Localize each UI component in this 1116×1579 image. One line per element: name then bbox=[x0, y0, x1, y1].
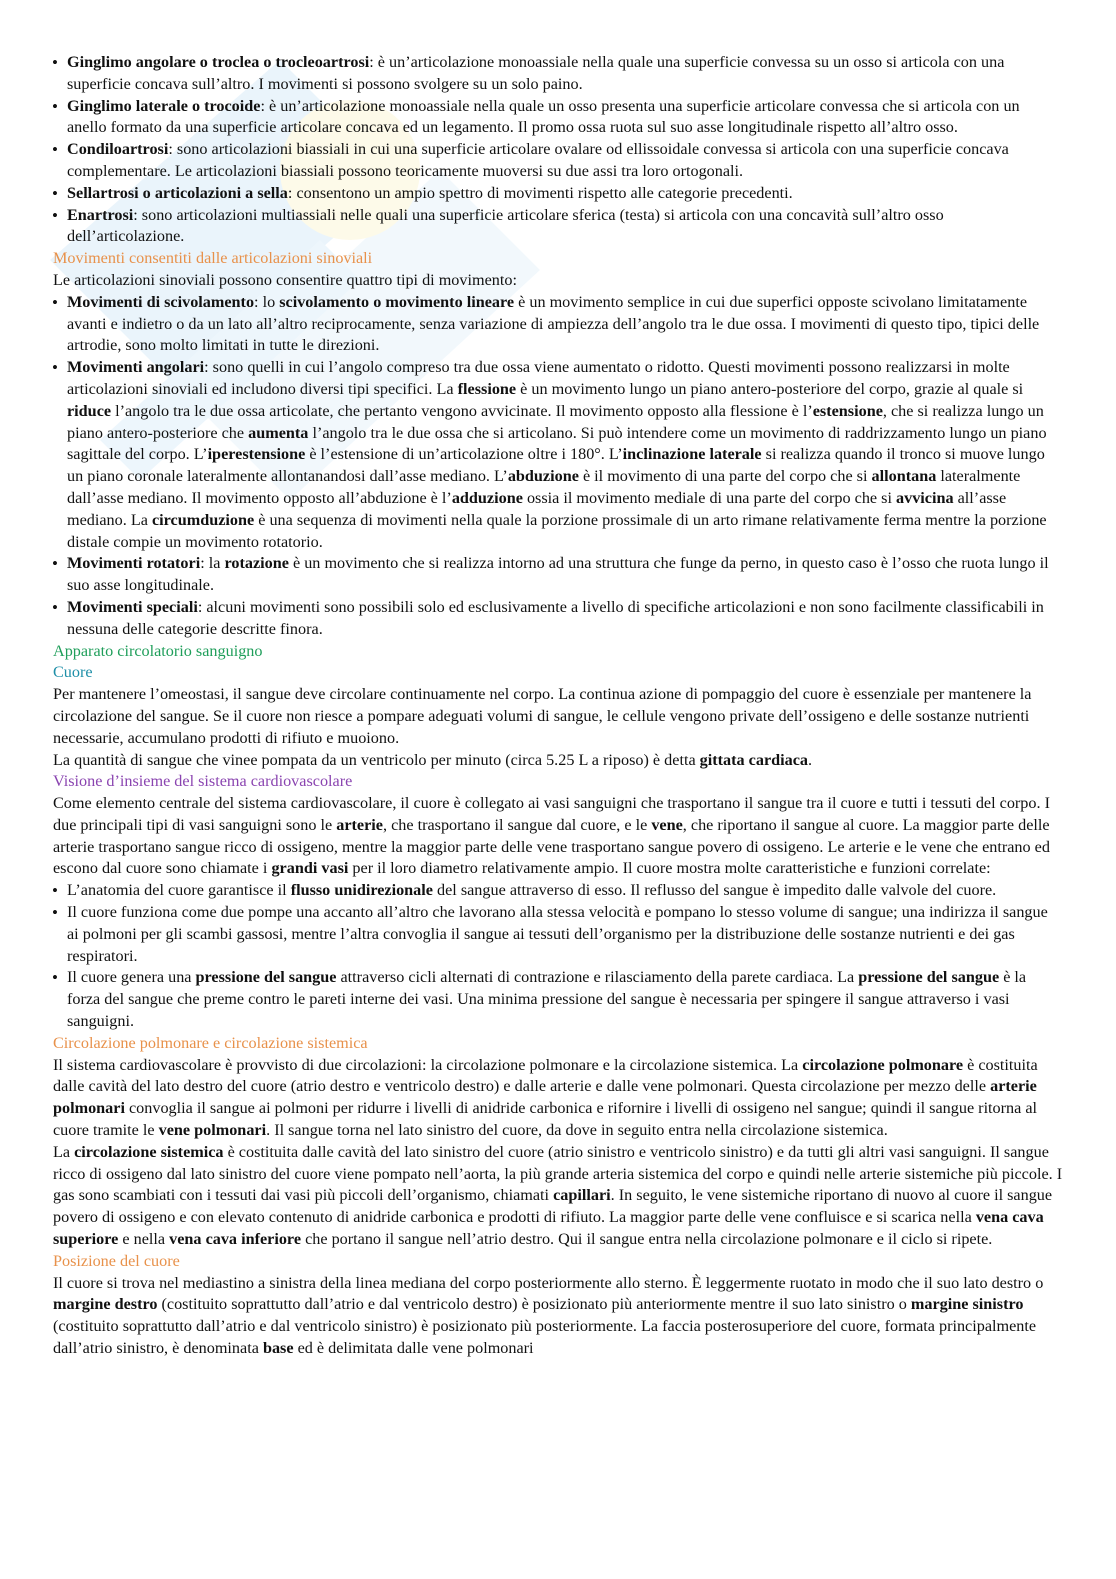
list-item: • Sellartrosi o articolazioni a sella: consentono un ampio spettro di movimenti rispetto alle categorie precedenti. bbox=[53, 183, 1063, 205]
section-heading-movimenti: Movimenti consentiti dalle articolazioni sinoviali bbox=[53, 249, 373, 268]
list-item: • Il cuore genera una pressione del sangue attraverso cicli alternati di contrazione e rilasciamento della parete cardiaca. La pressione del sangue è la forza del sangue che preme contro le pareti interne dei vasi. Una minima pressione del sangue è necessaria per spingere il sangue attraverso i vasi sanguigni. bbox=[53, 967, 1063, 1032]
paragraph: Le articolazioni sinoviali possono consentire quattro tipi di movimento: bbox=[53, 270, 517, 289]
paragraph: Per mantenere l’omeostasi, il sangue deve circolare continuamente nel corpo. La continua azione di pompaggio del cuore è essenziale per mantenere la circolazione del sangue. Se il cuore non riesce a pompare adeguati volumi di sangue, le cellule vengono private dell’ossigeno e delle sostanze nutrienti necessarie, accumulano prodotti di rifiuto e muoiono. bbox=[53, 685, 1032, 747]
section-heading-posizione: Posizione del cuore bbox=[53, 1251, 180, 1270]
list-item: • Movimenti speciali: alcuni movimenti sono possibili solo ed esclusivamente a livello di specifiche articolazioni e non sono facilmente classificabili in nessuna delle categorie descritte finora. bbox=[53, 597, 1063, 641]
list-item: • Il cuore funziona come due pompe una accanto all’altro che lavorano alla stessa velocità e pompano lo stesso volume di sangue; una indirizza il sangue ai polmoni per gli scambi gassosi, mentre l’altra convoglia il sangue ai tessuti dell’organismo per la distribuzione delle sostanze nutrienti e dei gas respiratori. bbox=[53, 902, 1063, 967]
paragraph: La quantità di sangue che vinee pompata da un ventricolo per minuto (circa 5.25 L a riposo) è detta gittata cardiaca. bbox=[53, 750, 813, 769]
list-item: • Enartrosi: sono articolazioni multiassiali nelle quali una superficie articolare sferica (testa) si articola con una concavità sull’altro osso dell’articolazione. bbox=[53, 205, 1063, 249]
section-heading-cuore: Cuore bbox=[53, 663, 93, 682]
paragraph: Il cuore si trova nel mediastino a sinistra della linea mediana del corpo posteriormente allo sterno. È leggermente ruotato in modo che il suo lato destro o margine destro (costituito soprattutto dall’atrio e dal ventricolo destro) è posizionato più anteriormente mentre il suo lato sinistro o margine sinistro (costituito soprattutto dall’atrio e dal ventricolo sinistro) è posizionato più posteriormente. La faccia posterosuperiore del cuore, formata principalmente dall’atrio sinistro, è denominata base ed è delimitata dalle vene polmonari bbox=[53, 1273, 1044, 1358]
section-heading-visione: Visione d’insieme del sistema cardiovascolare bbox=[53, 772, 353, 791]
paragraph: La circolazione sistemica è costituita dalle cavità del lato sinistro del cuore (atrio sinistro e ventricolo sinistro) e da tutti gli altri vasi sanguigni. Il sangue ricco di ossigeno dal lato sinistro del cuore viene pompato nell’aorta, la più grande arteria sistemica del corpo e quindi nelle arterie sistemiche più piccole. I gas sono scambiati con i tessuti dai vasi più piccoli dell’organismo, chiamati capillari. In seguito, le vene sistemiche riportano di nuovo al cuore il sangue povero di ossigeno e con elevato contenuto di anidride carbonica e prodotti di rifiuto. La maggior parte delle vene confluisce e si scarica nella vena cava superiore e nella vena cava inferiore che portano il sangue nell’atrio destro. Qui il sangue entra nella circolazione polmonare e il ciclo si ripete. bbox=[53, 1142, 1063, 1249]
list-item: • L’anatomia del cuore garantisce il flusso unidirezionale del sangue attraverso di esso. Il reflusso del sangue è impedito dalle valvole del cuore. bbox=[53, 880, 1063, 902]
articolazioni-list bbox=[53, 52, 1063, 248]
list-item: • Ginglimo laterale o trocoide: è un’articolazione monoassiale nella quale un osso presenta una superficie articolare convessa che si articola con un anello formato da una superficie articolare concava ed un legamento. Il promo ossa ruota sul suo asse longitudinale rispetto all’altro osso. bbox=[53, 96, 1063, 140]
paragraph: Come elemento centrale del sistema cardiovascolare, il cuore è collegato ai vasi sanguigni che trasportano il sangue tra il cuore e tutti i tessuti del corpo. I due principali tipi di vasi sanguigni sono le arterie, che trasportano il sangue dal cuore, e le vene, che riportano il sangue al cuore. La maggior parte delle arterie trasportano sangue ricco di ossigeno, mentre la maggior parte delle vene trasportano sangue povero di ossigeno. Le arterie e le vene che entrano ed escono dal cuore sono chiamate i grandi vasi per il loro diametro relativamente ampio. Il cuore mostra molte caratteristiche e funzioni correlate: bbox=[53, 794, 1050, 878]
list-item: • Condiloartrosi: sono articolazioni biassiali in cui una superficie articolare ovalare od ellissoidale convessa si articola con una superficie concava complementare. Le articolazioni biassiali possono teoricamente muoversi su due assi tra loro ortogonali. bbox=[53, 139, 1063, 183]
section-heading-apparato: Apparato circolatorio sanguigno bbox=[53, 641, 263, 660]
list-item: • Movimenti di scivolamento: lo scivolamento o movimento lineare è un movimento semplice in cui due superfici opposte scivolano limitatamente avanti e indietro o da un lato all’altro reciprocamente, senza variazione di ampiezza dell’angolo tra le due ossa. I movimenti di questo tipo, tipici delle artrodie, sono molto limitati in tutte le direzioni. bbox=[53, 292, 1063, 357]
list-item: • Ginglimo angolare o troclea o trocleoartrosi: è un’articolazione monoassiale nella quale una superficie convessa su un osso si articola con una superficie concava sull’altro. I movimenti si possono svolgere su un solo paino. bbox=[53, 52, 1063, 96]
document-page bbox=[53, 52, 1063, 1360]
paragraph: Il sistema cardiovascolare è provvisto di due circolazioni: la circolazione polmonare e la circolazione sistemica. La circolazione polmonare è costituita dalle cavità del lato destro del cuore (atrio destro e ventricolo destro) e dalle arterie e dalle vene polmonari. Questa circolazione per mezzo delle arterie polmonari convoglia il sangue ai polmoni per ridurre i livelli di anidride carbonica e rifornire i livelli di ossigeno nel sangue; quindi il sangue ritorna al cuore tramite le vene polmonari. Il sangue torna nel lato sinistro del cuore, da dove in seguito entra nella circolazione sistemica. bbox=[53, 1055, 1038, 1140]
cuore-features-list bbox=[53, 880, 1063, 1033]
list-item: • Movimenti angolari: sono quelli in cui l’angolo compreso tra due ossa viene aumentato o ridotto. Questi movimenti possono realizzarsi in molte articolazioni sinoviali ed includono diversi tipi specifici. La flessione è un movimento lungo un piano antero-posteriore del corpo, grazie al quale si riduce l’angolo tra le due ossa articolate, che pertanto vengono avvicinate. Il movimento opposto alla flessione è l’estensione, che si realizza lungo un piano antero-posteriore che aumenta l’angolo tra le due ossa che si articolano. Si può intendere come un movimento di raddrizzamento lungo un piano sagittale del corpo. L’iperestensione è l’estensione di un’articolazione oltre i 180°. L’inclinazione laterale si realizza quando il tronco si muove lungo un piano coronale lateralmente allontanandosi dall’asse mediano. L’abduzione è il movimento di una parte del corpo che si allontana lateralmente dall’asse mediano. Il movimento opposto all’abduzione è l’adduzione ossia il movimento mediale di una parte del corpo che si avvicina all’asse mediano. La circumduzione è una sequenza di movimenti nella quale la porzione prossimale di un arto rimane relativamente ferma mentre la porzione distale compie un movimento rotatorio. bbox=[53, 357, 1063, 553]
movimenti-list bbox=[53, 292, 1063, 641]
list-item: • Movimenti rotatori: la rotazione è un movimento che si realizza intorno ad una struttura che funge da perno, in questo caso è l’osso che ruota lungo il suo asse longitudinale. bbox=[53, 553, 1063, 597]
section-heading-circolazione: Circolazione polmonare e circolazione sistemica bbox=[53, 1033, 368, 1052]
